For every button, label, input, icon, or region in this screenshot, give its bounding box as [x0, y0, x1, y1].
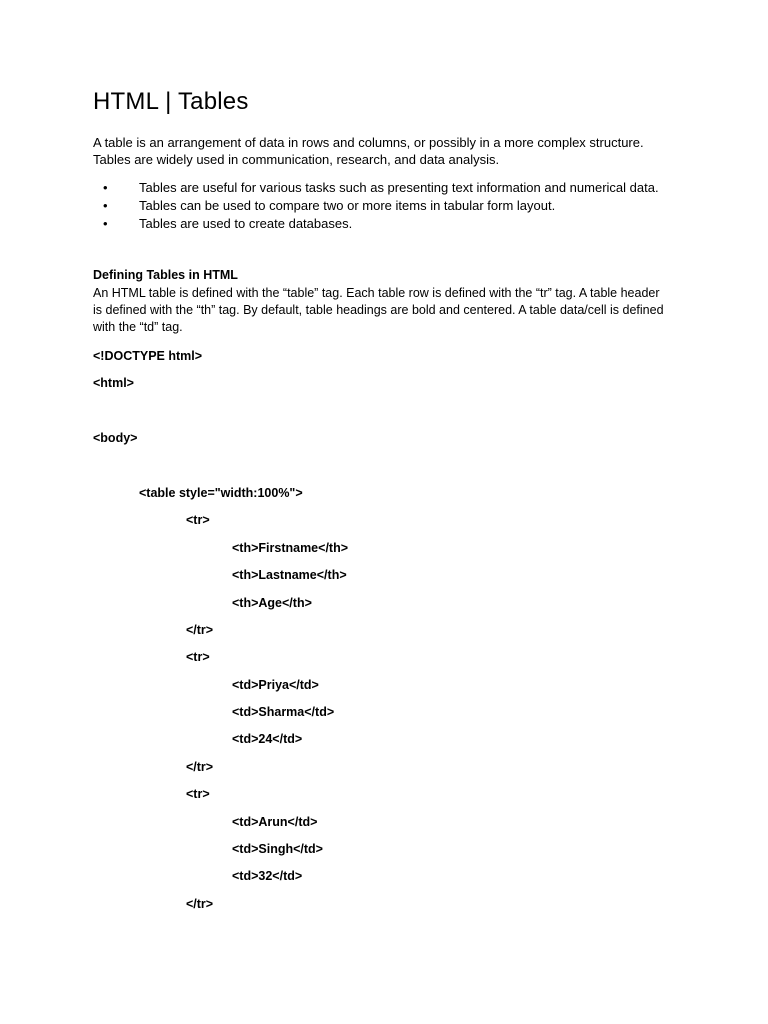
code-line: <td>Sharma</td> [232, 705, 335, 719]
code-line: <td>Priya</td> [232, 678, 319, 692]
list-item [93, 197, 693, 214]
code-line: <tr> [186, 650, 210, 664]
code-line: </tr> [186, 623, 214, 637]
code-line: <tr> [186, 513, 210, 527]
bullet-icon: • [103, 198, 108, 213]
code-line: <th>Lastname</th> [232, 568, 347, 582]
code-line: <td>Arun</td> [232, 815, 318, 829]
bullet-text: Tables can be used to compare two or more items in tabular form layout. [139, 198, 556, 213]
page-title: HTML | Tables [93, 88, 249, 115]
code-line: </tr> [186, 760, 214, 774]
code-line: <td>Singh</td> [232, 842, 323, 856]
bullet-text: Tables are used to create databases. [139, 216, 353, 231]
code-line: <table style="width:100%"> [139, 486, 303, 500]
section-heading: Defining Tables in HTML [93, 268, 238, 282]
intro-paragraph: A table is an arrangement of data in rows and columns, or possibly in a more complex structure. Tables are widely used in communication, research, and data analysis. [93, 135, 644, 167]
code-line: <!DOCTYPE html> [93, 349, 203, 363]
code-line: <body> [93, 431, 138, 445]
code-line: <th>Age</th> [232, 596, 312, 610]
bullet-text: Tables are useful for various tasks such as presenting text information and numerical data. [139, 180, 659, 195]
code-line: <th>Firstname</th> [232, 541, 349, 555]
code-line: <td>24</td> [232, 732, 303, 746]
section-paragraph: An HTML table is defined with the “table” tag. Each table row is defined with the “tr” tag. A table header is defined with the “th” tag. By default, table headings are bold and centered. A table data/cell is defined with the “td” tag. [93, 286, 664, 334]
code-line: <tr> [186, 787, 210, 801]
code-line: <td>32</td> [232, 869, 303, 883]
code-line: <html> [93, 376, 134, 390]
list-item [93, 179, 693, 196]
bullet-icon: • [103, 180, 108, 195]
bullet-list [93, 179, 693, 233]
bullet-icon: • [103, 216, 108, 231]
list-item [93, 215, 693, 232]
code-line: </tr> [186, 897, 214, 911]
